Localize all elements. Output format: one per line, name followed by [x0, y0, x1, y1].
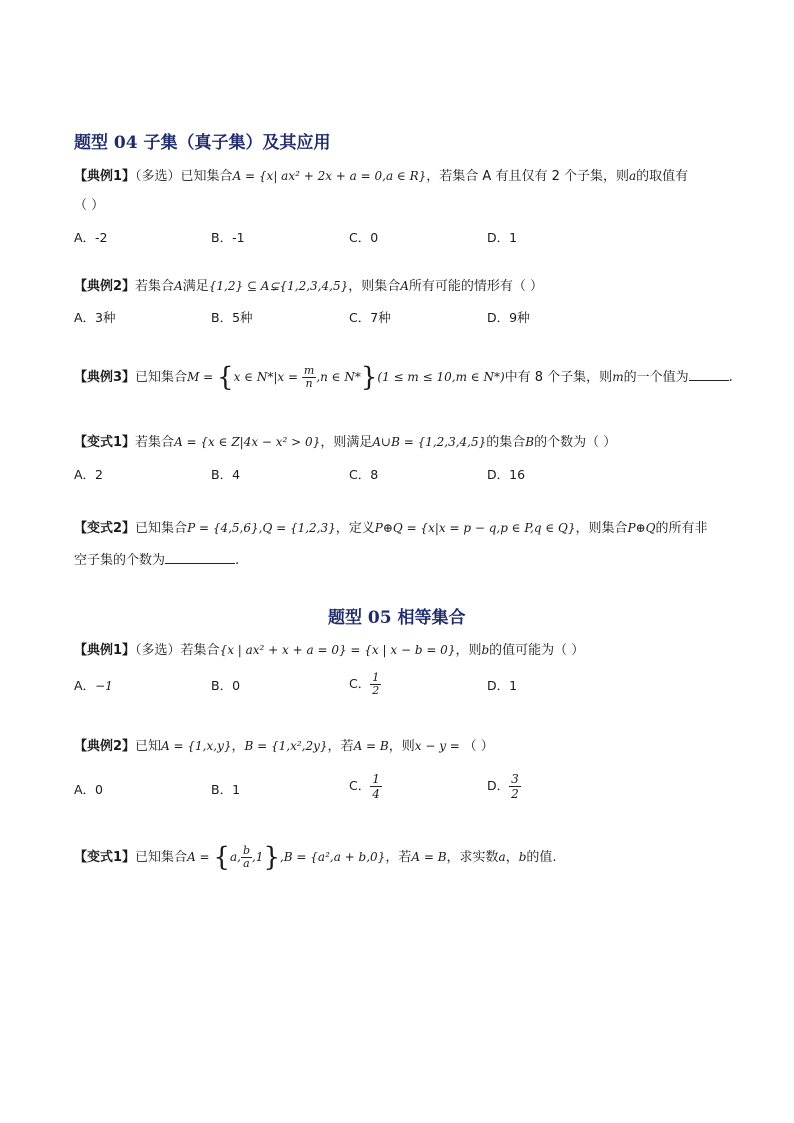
option-d[interactable]: D．16 [487, 467, 526, 482]
question-text: ，则 [455, 643, 482, 658]
question-text: ，则集合 [575, 521, 628, 536]
question-text: ，定义 [335, 521, 375, 536]
math-expression: P = {4,5,6},Q = {1,2,3} [187, 521, 336, 535]
math-variable: a [629, 169, 637, 183]
question-04-example-1 [74, 167, 688, 186]
fraction-one-quarter [370, 772, 382, 801]
math-expression: A = [187, 850, 214, 864]
option-letter: C． [349, 676, 371, 691]
math-condition: (1 ≤ m ≤ 10,m ∈ N*) [377, 370, 505, 384]
question-text: （多选）已知集合 [135, 169, 233, 184]
option-a[interactable]: A．2 [74, 467, 104, 482]
math-variable: A [174, 279, 183, 293]
math-expression: A∪B = {1,2,3,4,5} [372, 435, 487, 449]
fraction-numerator: m [303, 364, 315, 377]
fraction-b-over-a [241, 845, 252, 870]
option-a[interactable]: A．-2 [74, 230, 108, 245]
question-text: ，若 [327, 739, 354, 754]
question-label: 【变式1】 [74, 850, 136, 865]
question-text: 已知集合 [135, 850, 188, 865]
fraction-denominator: 2 [511, 787, 519, 801]
math-expression: B = {1,x²,2y} [244, 739, 328, 753]
question-text: ， [231, 739, 245, 754]
math-variable: b [518, 850, 527, 864]
question-text: 若集合 [135, 279, 175, 294]
fraction-m-over-n [302, 365, 316, 390]
fraction-numerator: b [242, 844, 250, 857]
question-text: 的取值有 [636, 169, 689, 184]
options-row [74, 671, 714, 704]
question-label: 【典例3】 [74, 370, 136, 385]
fraction-denominator: 2 [372, 684, 380, 697]
question-04-variant-1 [74, 433, 616, 452]
fraction-denominator: n [305, 377, 313, 390]
question-text: 的集合 [486, 435, 526, 450]
math-expression: ,1 [251, 850, 264, 864]
question-text: 若集合 [135, 435, 175, 450]
option-a[interactable] [74, 676, 113, 694]
question-label: 【典例2】 [74, 739, 136, 754]
option-letter: A． [74, 678, 96, 693]
question-text: ，则 [388, 739, 415, 754]
math-expression: P⊕Q = {x|x = p − q,p ∈ P,q ∈ Q} [374, 521, 576, 535]
answer-blank[interactable] [689, 368, 729, 381]
question-text: ，求实数 [446, 850, 499, 865]
period: . [728, 370, 733, 385]
question-text: 已知集合 [135, 521, 188, 536]
fraction-numerator: 1 [372, 772, 380, 786]
question-04-example-2 [74, 277, 543, 296]
options-row [74, 308, 714, 332]
options-row [74, 465, 714, 489]
math-expression: M = [187, 370, 218, 384]
question-text: 满足 [182, 279, 209, 294]
question-label: 【变式2】 [74, 521, 136, 536]
question-text: 的所有非 [655, 521, 708, 536]
fraction-numerator: 1 [372, 671, 380, 684]
option-a[interactable]: A．3种 [74, 310, 116, 325]
left-brace: { [213, 842, 230, 873]
options-row [74, 228, 714, 252]
right-brace: } [360, 362, 378, 393]
question-text: （ ） [463, 739, 494, 754]
option-c[interactable]: C．0 [349, 230, 379, 245]
question-text: 已知 [135, 739, 162, 754]
section-title-05: 题型 05 相等集合 [328, 608, 466, 628]
question-text: 空子集的个数为 [74, 553, 166, 568]
option-letter: D． [487, 778, 510, 793]
math-expression: A = B [353, 739, 389, 753]
fraction-one-half [370, 672, 381, 697]
option-value: −1 [95, 679, 113, 693]
option-c[interactable]: C．8 [349, 467, 379, 482]
option-b[interactable]: B．1 [211, 782, 241, 797]
option-c[interactable] [349, 772, 382, 801]
question-text: 所有可能的情形有（ ） [408, 279, 544, 294]
math-variable: B [525, 435, 535, 449]
math-variable: b [481, 643, 490, 657]
option-d[interactable]: D．1 [487, 230, 518, 245]
question-04-variant-2-line2 [74, 551, 239, 570]
question-text: 的个数为（ ） [534, 435, 617, 450]
left-brace: { [217, 362, 234, 393]
math-expression: {1,2} ⊆ A⊊{1,2,3,4,5} [208, 279, 349, 293]
fraction-numerator: 3 [511, 772, 519, 786]
question-text: ，则集合 [348, 279, 401, 294]
math-expression: A = {x ∈ Z|4x − x² > 0} [174, 435, 321, 449]
question-text: （多选）若集合 [135, 643, 220, 658]
question-text: ，则满足 [320, 435, 373, 450]
option-b[interactable]: B．0 [211, 678, 241, 693]
math-expression: ,n ∈ N* [316, 370, 361, 384]
option-b[interactable]: B．4 [211, 467, 241, 482]
period: . [235, 553, 240, 568]
math-expression: A = {1,x,y} [161, 739, 232, 753]
math-expression: A = B [411, 850, 447, 864]
math-variable: A [400, 279, 409, 293]
question-text: 的值. [526, 850, 557, 865]
question-text: 的值可能为（ ） [489, 643, 585, 658]
math-expression: ,B = {a²,a + b,0} [279, 850, 386, 864]
separator: ， [505, 850, 519, 865]
question-text: 已知集合 [135, 370, 188, 385]
fraction-denominator: a [243, 857, 250, 870]
section-title-04: 题型 04 子集（真子集）及其应用 [74, 133, 331, 153]
answer-blank[interactable] [165, 551, 235, 564]
option-letter: C． [349, 778, 371, 793]
fraction-three-halves [509, 772, 521, 801]
option-d[interactable] [487, 772, 521, 801]
right-brace: } [263, 842, 280, 873]
math-expression: P⊕Q [627, 521, 656, 535]
option-d[interactable]: D．9种 [487, 310, 530, 325]
math-expression: x − y = [414, 739, 464, 753]
option-c[interactable]: C．7种 [349, 310, 391, 325]
math-variable: a [498, 850, 506, 864]
question-label: 【典例1】 [74, 643, 136, 658]
question-05-example-2 [74, 737, 494, 756]
option-d[interactable]: D．1 [487, 678, 518, 693]
fraction-denominator: 4 [372, 787, 380, 801]
question-label: 【典例2】 [74, 279, 136, 294]
question-label: 【典例1】 [74, 169, 136, 184]
question-text: ，若 [385, 850, 412, 865]
options-row [74, 772, 714, 806]
question-04-example-3 [74, 362, 733, 393]
question-label: 【变式1】 [74, 435, 136, 450]
option-b[interactable]: B．5种 [211, 310, 253, 325]
option-b[interactable]: B．-1 [211, 230, 245, 245]
question-05-example-1 [74, 641, 584, 660]
math-expression: x ∈ N*|x = [233, 370, 302, 384]
option-a[interactable]: A．0 [74, 782, 104, 797]
math-variable: m [612, 370, 624, 384]
answer-parentheses: （ ） [74, 198, 105, 213]
question-05-variant-1 [74, 842, 557, 873]
math-expression: {x | ax² + x + a = 0} = {x | x − b = 0} [219, 643, 456, 657]
question-04-variant-2 [74, 519, 708, 538]
question-text: 中有 8 个子集，则 [504, 370, 613, 385]
math-expression: A = {x| ax² + 2x + a = 0,a ∈ R} [232, 169, 427, 183]
math-expression: a, [229, 850, 241, 864]
question-text: ，若集合 A 有且仅有 2 个子集，则 [426, 169, 629, 184]
option-c[interactable] [349, 672, 381, 697]
question-text: 的一个值为 [623, 370, 689, 385]
